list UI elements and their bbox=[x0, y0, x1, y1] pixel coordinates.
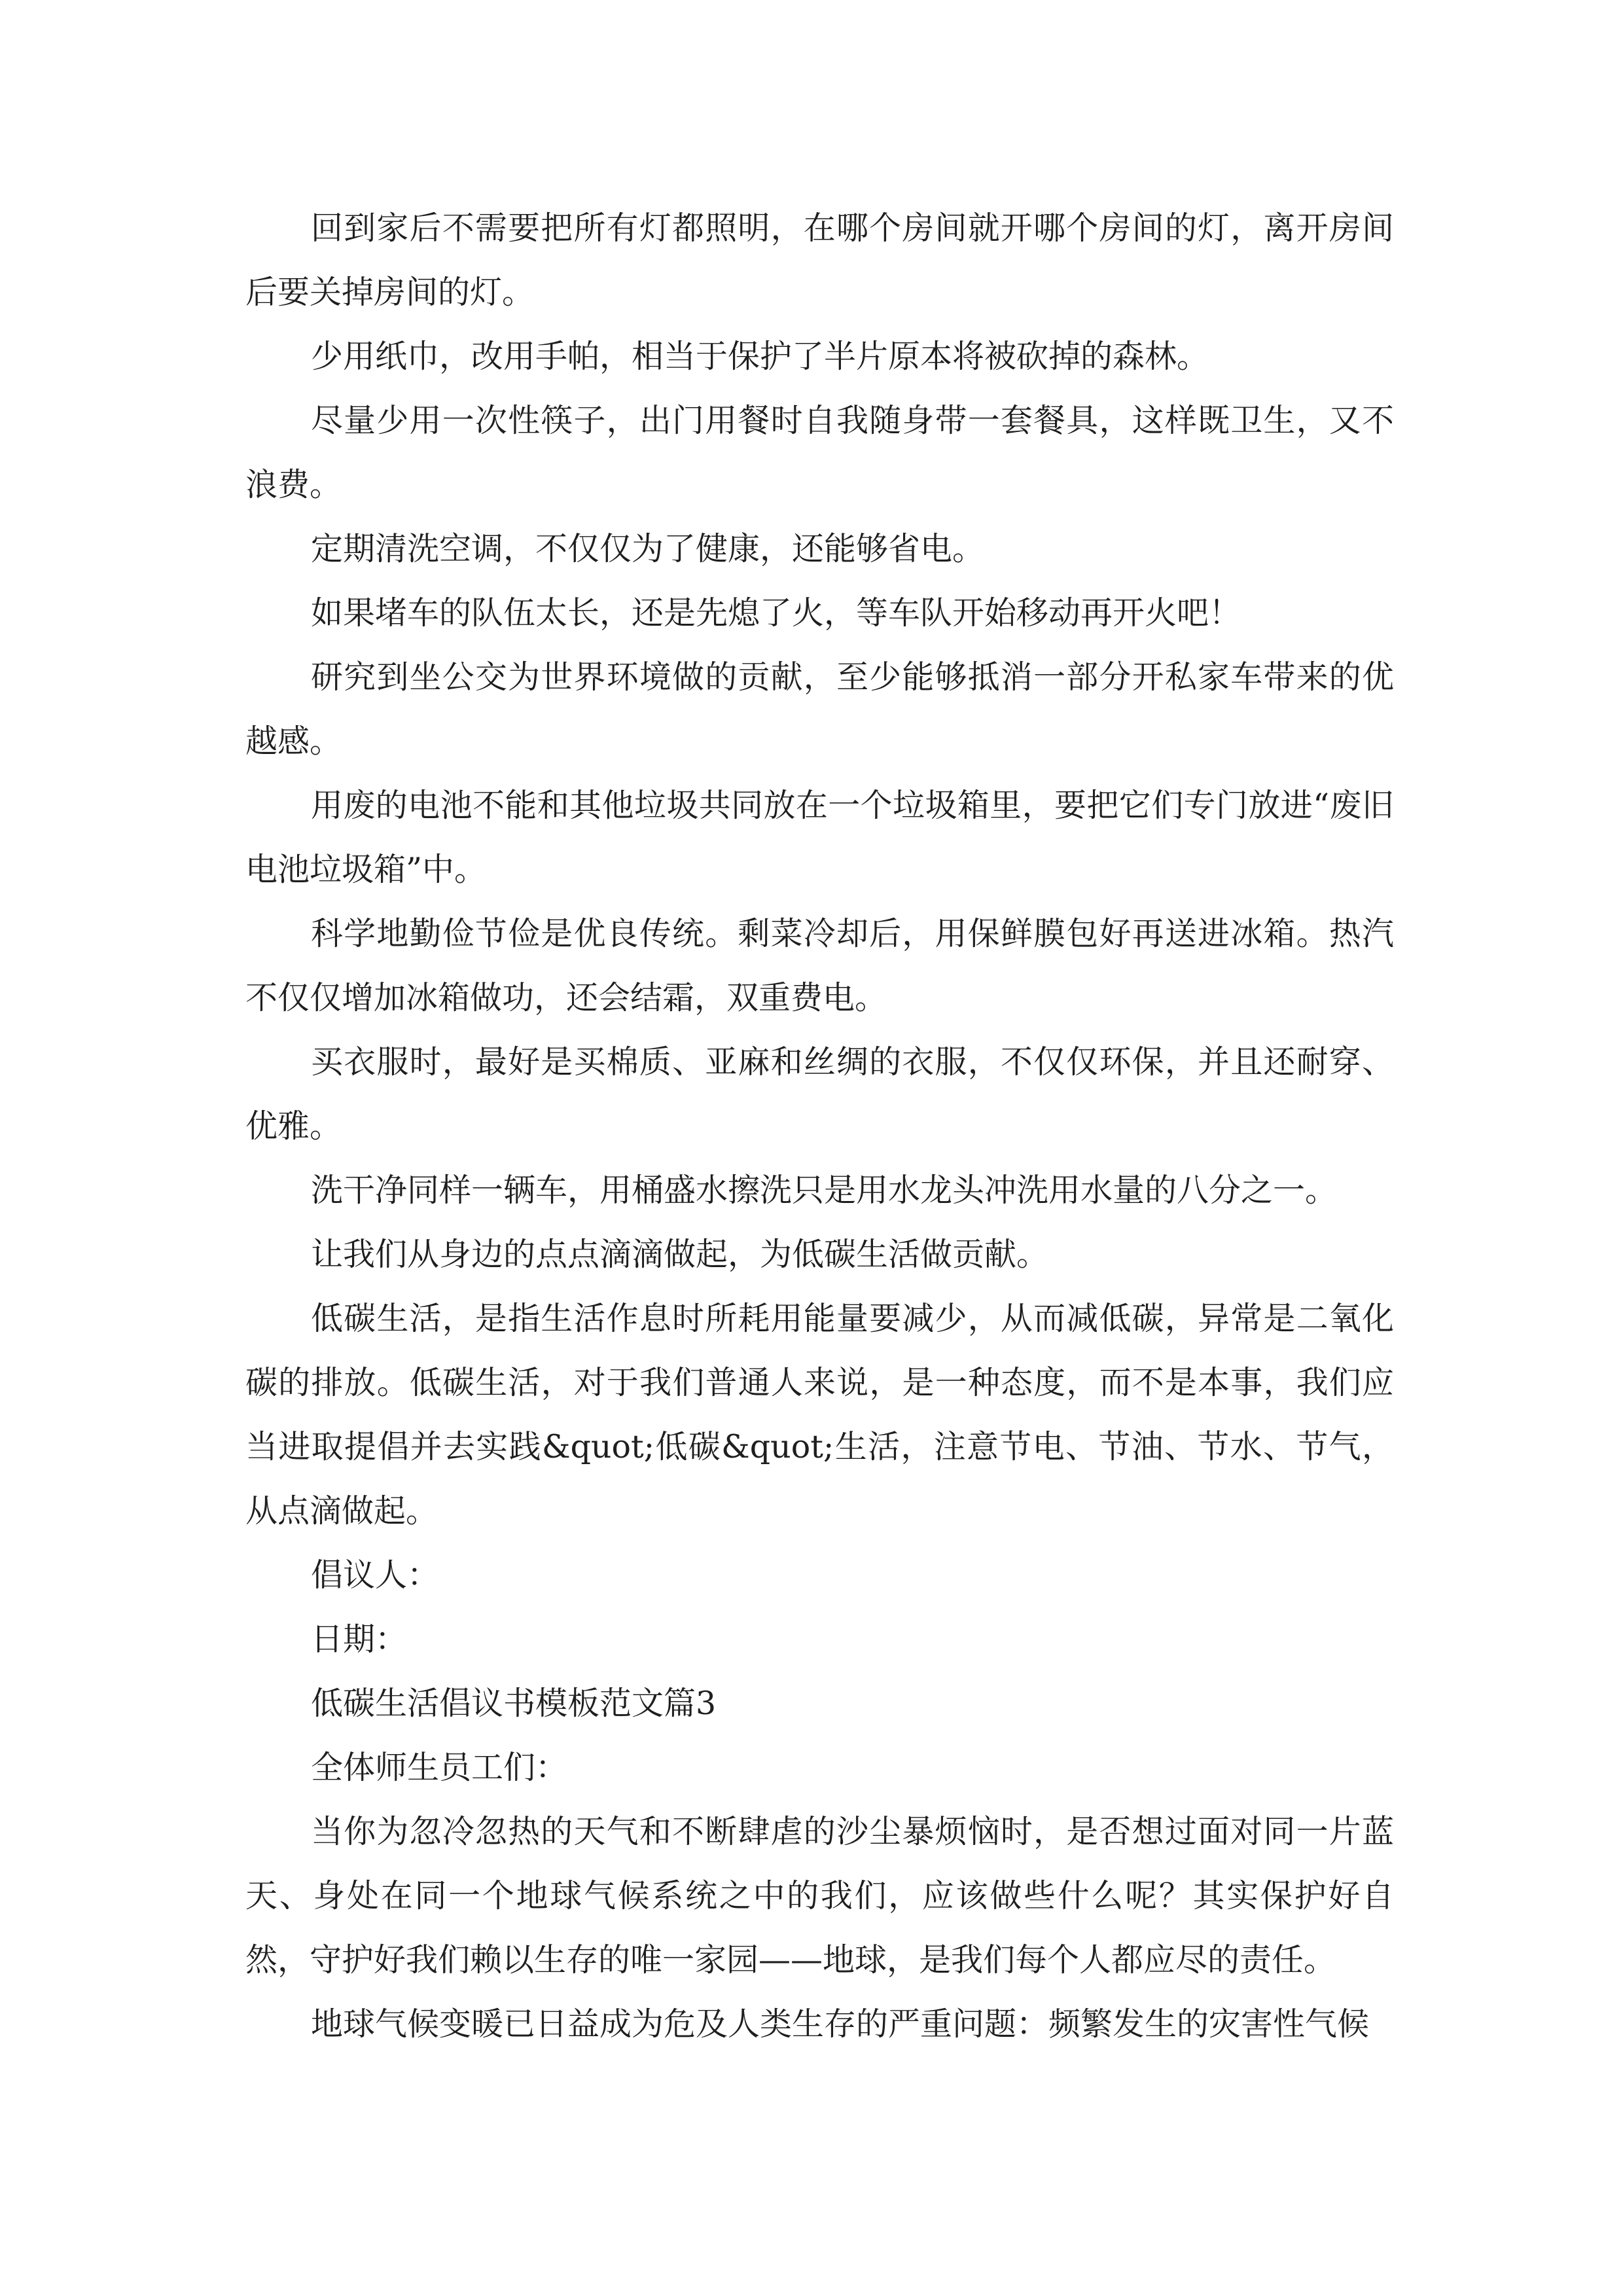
document-body bbox=[245, 196, 1394, 2056]
section-title: 低碳生活倡议书模板范文篇3 bbox=[311, 1685, 717, 1722]
paragraph-traffic-jam: 如果堵车的队伍太长，还是先熄了火，等车队开始移动再开火吧！ bbox=[311, 594, 1241, 632]
signature-proposer: 倡议人： bbox=[311, 1556, 440, 1594]
paragraph-air-conditioner: 定期清洗空调，不仅仅为了健康，还能够省电。 bbox=[311, 530, 985, 567]
salutation: 全体师生员工们： bbox=[311, 1749, 568, 1786]
paragraph-low-carbon-definition: 低碳生活，是指生活作息时所耗用能量要减少，从而减低碳，异常是二氧化碳的排放。低碳生活，对于我们普通人来说，是一种态度，而不是本事，我们应当进取提倡并去实践&quot;低碳&quot;生活，注意节电、节油、节水、节气，从点滴做起。 bbox=[245, 1300, 1394, 1530]
paragraph-climate-intro: 当你为忽冷忽热的天气和不断肆虐的沙尘暴烦恼时，是否想过面对同一片蓝天、身处在同一个地球气候系统之中的我们，应该做些什么呢？其实保护好自然，守护好我们赖以生存的唯一家园——地球，是我们每个人都应尽的责任。 bbox=[245, 1813, 1394, 1979]
paragraph-call-to-action: 让我们从身边的点点滴滴做起，为低碳生活做贡献。 bbox=[311, 1236, 1049, 1273]
signature-date: 日期： bbox=[311, 1621, 408, 1658]
paragraph-chopsticks: 尽量少用一次性筷子，出门用餐时自我随身带一套餐具，这样既卫生，又不浪费。 bbox=[245, 402, 1394, 503]
paragraph-leftovers: 科学地勤俭节俭是优良传统。剩菜冷却后，用保鲜膜包好再送进冰箱。热汽不仅仅增加冰箱做功，还会结霜，双重费电。 bbox=[245, 915, 1394, 1016]
paragraph-public-transport: 研究到坐公交为世界环境做的贡献，至少能够抵消一部分开私家车带来的优越感。 bbox=[245, 658, 1394, 760]
paragraph-light-off: 回到家后不需要把所有灯都照明，在哪个房间就开哪个房间的灯，离开房间后要关掉房间的灯。 bbox=[245, 209, 1394, 311]
paragraph-clothing: 买衣服时，最好是买棉质、亚麻和丝绸的衣服，不仅仅环保，并且还耐穿、优雅。 bbox=[245, 1043, 1394, 1145]
paragraph-global-warming: 地球气候变暖已日益成为危及人类生存的严重问题：频繁发生的灾害性气候 bbox=[311, 2005, 1370, 2043]
paragraph-car-wash: 洗干净同样一辆车，用桶盛水擦洗只是用水龙头冲洗用水量的八分之一。 bbox=[311, 1172, 1338, 1209]
paragraph-handkerchief: 少用纸巾，改用手帕，相当于保护了半片原本将被砍掉的森林。 bbox=[311, 338, 1209, 375]
paragraph-batteries: 用废的电池不能和其他垃圾共同放在一个垃圾箱里，要把它们专门放进“废旧电池垃圾箱”中。 bbox=[245, 787, 1394, 888]
